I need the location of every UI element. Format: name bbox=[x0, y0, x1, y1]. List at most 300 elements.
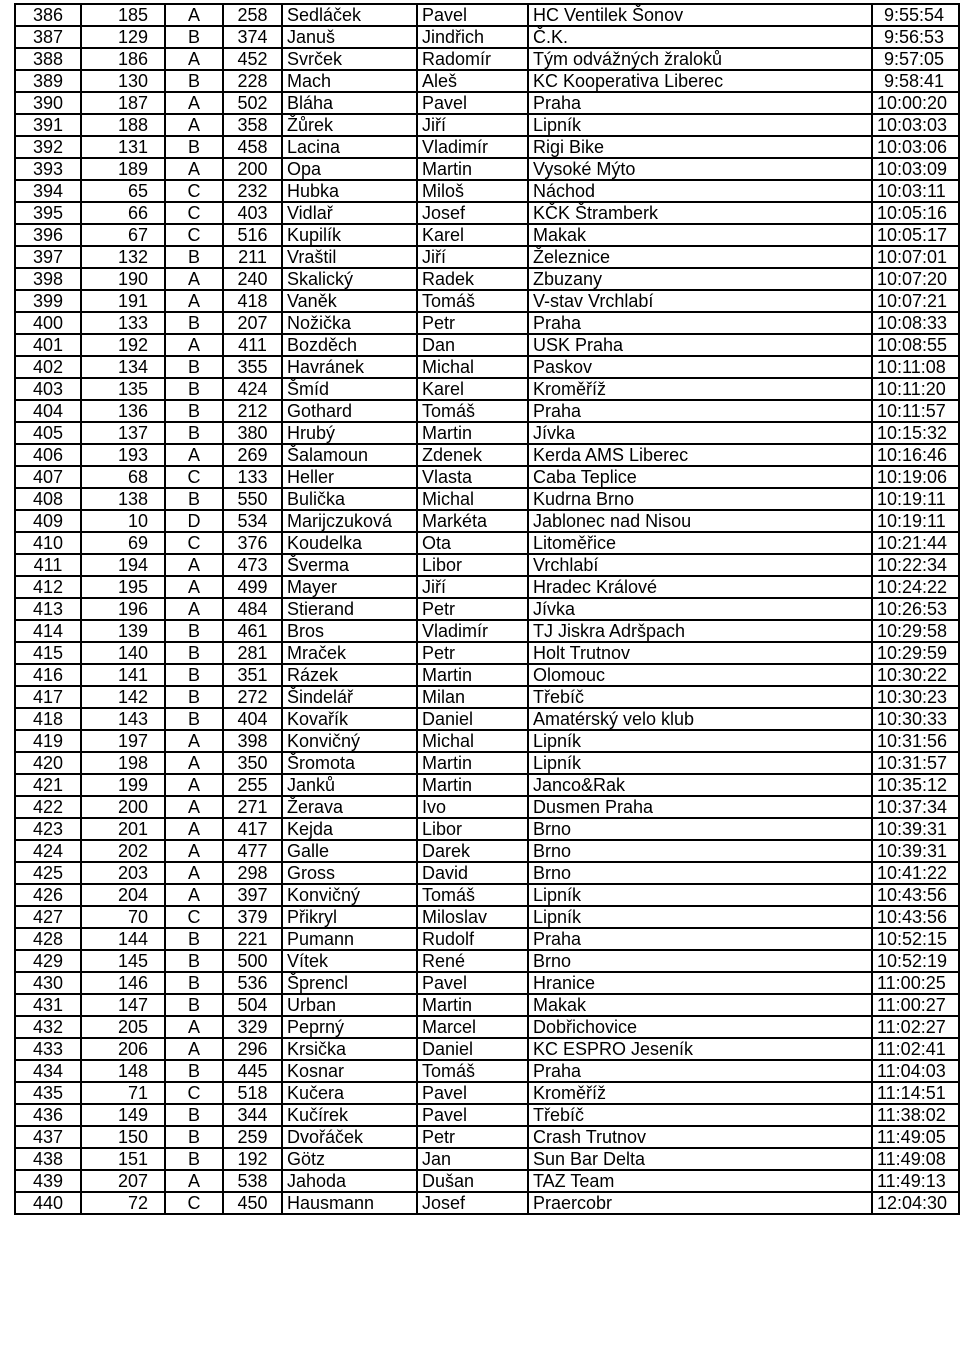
table-row bbox=[15, 928, 959, 950]
club-cell: TJ Jiskra Adršpach bbox=[528, 620, 872, 642]
bib-number-cell: 228 bbox=[223, 70, 282, 92]
table-row bbox=[15, 884, 959, 906]
surname-cell: Kučírek bbox=[282, 1104, 417, 1126]
finish-time-cell: 10:35:12 bbox=[872, 774, 959, 796]
surname-cell: Nožička bbox=[282, 312, 417, 334]
table-row bbox=[15, 1170, 959, 1192]
first-name-cell: Markéta bbox=[417, 510, 528, 532]
finish-time-cell: 9:58:41 bbox=[872, 70, 959, 92]
table-row bbox=[15, 1192, 959, 1214]
club-cell: Kudrna Brno bbox=[528, 488, 872, 510]
category-rank-cell: 144 bbox=[81, 928, 165, 950]
overall-rank-cell: 415 bbox=[15, 642, 81, 664]
finish-time-cell: 11:38:02 bbox=[872, 1104, 959, 1126]
category-cell: A bbox=[165, 884, 223, 906]
club-cell: Holt Trutnov bbox=[528, 642, 872, 664]
table-row bbox=[15, 1038, 959, 1060]
table-row bbox=[15, 840, 959, 862]
surname-cell: Svrček bbox=[282, 48, 417, 70]
first-name-cell: Jiří bbox=[417, 114, 528, 136]
table-row bbox=[15, 136, 959, 158]
bib-number-cell: 538 bbox=[223, 1170, 282, 1192]
surname-cell: Kupilík bbox=[282, 224, 417, 246]
finish-time-cell: 10:37:34 bbox=[872, 796, 959, 818]
bib-number-cell: 350 bbox=[223, 752, 282, 774]
category-rank-cell: 132 bbox=[81, 246, 165, 268]
category-cell: A bbox=[165, 818, 223, 840]
results-body bbox=[15, 4, 959, 1214]
table-row bbox=[15, 1104, 959, 1126]
finish-time-cell: 10:07:21 bbox=[872, 290, 959, 312]
surname-cell: Bozděch bbox=[282, 334, 417, 356]
table-row bbox=[15, 642, 959, 664]
category-cell: B bbox=[165, 686, 223, 708]
surname-cell: Přikryl bbox=[282, 906, 417, 928]
first-name-cell: Aleš bbox=[417, 70, 528, 92]
category-rank-cell: 193 bbox=[81, 444, 165, 466]
overall-rank-cell: 396 bbox=[15, 224, 81, 246]
bib-number-cell: 473 bbox=[223, 554, 282, 576]
finish-time-cell: 11:02:27 bbox=[872, 1016, 959, 1038]
surname-cell: Marijczuková bbox=[282, 510, 417, 532]
category-rank-cell: 201 bbox=[81, 818, 165, 840]
club-cell: Jívka bbox=[528, 598, 872, 620]
finish-time-cell: 10:03:09 bbox=[872, 158, 959, 180]
overall-rank-cell: 419 bbox=[15, 730, 81, 752]
finish-time-cell: 10:30:33 bbox=[872, 708, 959, 730]
surname-cell: Hrubý bbox=[282, 422, 417, 444]
bib-number-cell: 477 bbox=[223, 840, 282, 862]
table-row bbox=[15, 268, 959, 290]
club-cell: Praha bbox=[528, 1060, 872, 1082]
category-rank-cell: 202 bbox=[81, 840, 165, 862]
finish-time-cell: 12:04:30 bbox=[872, 1192, 959, 1214]
surname-cell: Heller bbox=[282, 466, 417, 488]
surname-cell: Vraštil bbox=[282, 246, 417, 268]
first-name-cell: Petr bbox=[417, 642, 528, 664]
first-name-cell: Josef bbox=[417, 1192, 528, 1214]
category-cell: B bbox=[165, 1060, 223, 1082]
surname-cell: Vítek bbox=[282, 950, 417, 972]
overall-rank-cell: 413 bbox=[15, 598, 81, 620]
surname-cell: Žerava bbox=[282, 796, 417, 818]
category-rank-cell: 137 bbox=[81, 422, 165, 444]
category-cell: C bbox=[165, 224, 223, 246]
finish-time-cell: 10:07:20 bbox=[872, 268, 959, 290]
category-cell: B bbox=[165, 400, 223, 422]
bib-number-cell: 397 bbox=[223, 884, 282, 906]
category-cell: B bbox=[165, 950, 223, 972]
surname-cell: Šromota bbox=[282, 752, 417, 774]
first-name-cell: Martin bbox=[417, 158, 528, 180]
first-name-cell: Ivo bbox=[417, 796, 528, 818]
category-cell: C bbox=[165, 466, 223, 488]
finish-time-cell: 10:03:03 bbox=[872, 114, 959, 136]
club-cell: Kerda AMS Liberec bbox=[528, 444, 872, 466]
bib-number-cell: 374 bbox=[223, 26, 282, 48]
first-name-cell: Michal bbox=[417, 356, 528, 378]
finish-time-cell: 10:05:17 bbox=[872, 224, 959, 246]
category-cell: B bbox=[165, 356, 223, 378]
category-cell: A bbox=[165, 48, 223, 70]
surname-cell: Januš bbox=[282, 26, 417, 48]
table-row bbox=[15, 818, 959, 840]
overall-rank-cell: 427 bbox=[15, 906, 81, 928]
finish-time-cell: 10:03:06 bbox=[872, 136, 959, 158]
club-cell: Lipník bbox=[528, 906, 872, 928]
overall-rank-cell: 438 bbox=[15, 1148, 81, 1170]
bib-number-cell: 445 bbox=[223, 1060, 282, 1082]
club-cell: Brno bbox=[528, 950, 872, 972]
bib-number-cell: 281 bbox=[223, 642, 282, 664]
surname-cell: Bros bbox=[282, 620, 417, 642]
category-cell: B bbox=[165, 708, 223, 730]
overall-rank-cell: 394 bbox=[15, 180, 81, 202]
overall-rank-cell: 393 bbox=[15, 158, 81, 180]
finish-time-cell: 10:39:31 bbox=[872, 840, 959, 862]
category-cell: A bbox=[165, 840, 223, 862]
bib-number-cell: 344 bbox=[223, 1104, 282, 1126]
surname-cell: Pumann bbox=[282, 928, 417, 950]
table-row bbox=[15, 950, 959, 972]
club-cell: Janco&Rak bbox=[528, 774, 872, 796]
category-rank-cell: 143 bbox=[81, 708, 165, 730]
club-cell: Hradec Králové bbox=[528, 576, 872, 598]
overall-rank-cell: 432 bbox=[15, 1016, 81, 1038]
category-cell: A bbox=[165, 796, 223, 818]
overall-rank-cell: 428 bbox=[15, 928, 81, 950]
table-row bbox=[15, 906, 959, 928]
club-cell: Náchod bbox=[528, 180, 872, 202]
bib-number-cell: 404 bbox=[223, 708, 282, 730]
bib-number-cell: 232 bbox=[223, 180, 282, 202]
overall-rank-cell: 401 bbox=[15, 334, 81, 356]
table-row bbox=[15, 48, 959, 70]
finish-time-cell: 10:39:31 bbox=[872, 818, 959, 840]
bib-number-cell: 418 bbox=[223, 290, 282, 312]
club-cell: Brno bbox=[528, 840, 872, 862]
surname-cell: Šmíd bbox=[282, 378, 417, 400]
club-cell: KČK Štramberk bbox=[528, 202, 872, 224]
overall-rank-cell: 405 bbox=[15, 422, 81, 444]
first-name-cell: Karel bbox=[417, 378, 528, 400]
category-cell: D bbox=[165, 510, 223, 532]
first-name-cell: Pavel bbox=[417, 4, 528, 26]
club-cell: Dusmen Praha bbox=[528, 796, 872, 818]
category-rank-cell: 68 bbox=[81, 466, 165, 488]
overall-rank-cell: 421 bbox=[15, 774, 81, 796]
overall-rank-cell: 392 bbox=[15, 136, 81, 158]
surname-cell: Jahoda bbox=[282, 1170, 417, 1192]
category-rank-cell: 72 bbox=[81, 1192, 165, 1214]
table-row bbox=[15, 158, 959, 180]
table-row bbox=[15, 862, 959, 884]
first-name-cell: Jan bbox=[417, 1148, 528, 1170]
category-rank-cell: 142 bbox=[81, 686, 165, 708]
bib-number-cell: 424 bbox=[223, 378, 282, 400]
table-row bbox=[15, 554, 959, 576]
category-cell: B bbox=[165, 642, 223, 664]
table-row bbox=[15, 444, 959, 466]
table-row bbox=[15, 972, 959, 994]
table-row bbox=[15, 774, 959, 796]
surname-cell: Konvičný bbox=[282, 884, 417, 906]
bib-number-cell: 379 bbox=[223, 906, 282, 928]
surname-cell: Mach bbox=[282, 70, 417, 92]
table-row bbox=[15, 92, 959, 114]
overall-rank-cell: 440 bbox=[15, 1192, 81, 1214]
overall-rank-cell: 425 bbox=[15, 862, 81, 884]
category-cell: B bbox=[165, 26, 223, 48]
finish-time-cell: 9:55:54 bbox=[872, 4, 959, 26]
bib-number-cell: 458 bbox=[223, 136, 282, 158]
table-row bbox=[15, 312, 959, 334]
category-cell: A bbox=[165, 554, 223, 576]
category-rank-cell: 139 bbox=[81, 620, 165, 642]
overall-rank-cell: 400 bbox=[15, 312, 81, 334]
category-cell: A bbox=[165, 1038, 223, 1060]
first-name-cell: Petr bbox=[417, 598, 528, 620]
overall-rank-cell: 414 bbox=[15, 620, 81, 642]
category-rank-cell: 188 bbox=[81, 114, 165, 136]
category-cell: A bbox=[165, 92, 223, 114]
club-cell: Litoměřice bbox=[528, 532, 872, 554]
first-name-cell: Vladimír bbox=[417, 620, 528, 642]
table-row bbox=[15, 466, 959, 488]
surname-cell: Mayer bbox=[282, 576, 417, 598]
table-row bbox=[15, 576, 959, 598]
category-cell: A bbox=[165, 862, 223, 884]
bib-number-cell: 269 bbox=[223, 444, 282, 466]
club-cell: Praha bbox=[528, 928, 872, 950]
finish-time-cell: 11:49:13 bbox=[872, 1170, 959, 1192]
first-name-cell: Vlasta bbox=[417, 466, 528, 488]
finish-time-cell: 11:02:41 bbox=[872, 1038, 959, 1060]
first-name-cell: Rudolf bbox=[417, 928, 528, 950]
finish-time-cell: 10:30:23 bbox=[872, 686, 959, 708]
first-name-cell: Daniel bbox=[417, 1038, 528, 1060]
first-name-cell: Daniel bbox=[417, 708, 528, 730]
surname-cell: Bláha bbox=[282, 92, 417, 114]
table-row bbox=[15, 1082, 959, 1104]
bib-number-cell: 255 bbox=[223, 774, 282, 796]
first-name-cell: Milan bbox=[417, 686, 528, 708]
category-rank-cell: 185 bbox=[81, 4, 165, 26]
category-cell: A bbox=[165, 290, 223, 312]
category-rank-cell: 203 bbox=[81, 862, 165, 884]
table-row bbox=[15, 356, 959, 378]
category-rank-cell: 148 bbox=[81, 1060, 165, 1082]
category-cell: C bbox=[165, 202, 223, 224]
category-cell: B bbox=[165, 1104, 223, 1126]
first-name-cell: Jiří bbox=[417, 246, 528, 268]
overall-rank-cell: 426 bbox=[15, 884, 81, 906]
club-cell: Hranice bbox=[528, 972, 872, 994]
club-cell: Kroměříž bbox=[528, 1082, 872, 1104]
bib-number-cell: 207 bbox=[223, 312, 282, 334]
first-name-cell: Pavel bbox=[417, 972, 528, 994]
finish-time-cell: 11:04:03 bbox=[872, 1060, 959, 1082]
first-name-cell: Jiří bbox=[417, 576, 528, 598]
table-row bbox=[15, 1126, 959, 1148]
table-row bbox=[15, 994, 959, 1016]
finish-time-cell: 10:31:56 bbox=[872, 730, 959, 752]
first-name-cell: Tomáš bbox=[417, 1060, 528, 1082]
bib-number-cell: 211 bbox=[223, 246, 282, 268]
surname-cell: Urban bbox=[282, 994, 417, 1016]
first-name-cell: Marcel bbox=[417, 1016, 528, 1038]
finish-time-cell: 10:03:11 bbox=[872, 180, 959, 202]
category-rank-cell: 207 bbox=[81, 1170, 165, 1192]
surname-cell: Galle bbox=[282, 840, 417, 862]
table-row bbox=[15, 180, 959, 202]
table-row bbox=[15, 378, 959, 400]
category-cell: A bbox=[165, 444, 223, 466]
finish-time-cell: 10:22:34 bbox=[872, 554, 959, 576]
surname-cell: Gross bbox=[282, 862, 417, 884]
category-cell: B bbox=[165, 664, 223, 686]
finish-time-cell: 10:07:01 bbox=[872, 246, 959, 268]
club-cell: Č.K. bbox=[528, 26, 872, 48]
category-rank-cell: 195 bbox=[81, 576, 165, 598]
finish-time-cell: 10:11:20 bbox=[872, 378, 959, 400]
category-cell: B bbox=[165, 246, 223, 268]
table-row bbox=[15, 510, 959, 532]
category-cell: A bbox=[165, 1170, 223, 1192]
table-row bbox=[15, 1060, 959, 1082]
finish-time-cell: 10:29:59 bbox=[872, 642, 959, 664]
first-name-cell: Libor bbox=[417, 818, 528, 840]
first-name-cell: Dan bbox=[417, 334, 528, 356]
finish-time-cell: 10:00:20 bbox=[872, 92, 959, 114]
finish-time-cell: 10:15:32 bbox=[872, 422, 959, 444]
surname-cell: Peprný bbox=[282, 1016, 417, 1038]
first-name-cell: Jindřich bbox=[417, 26, 528, 48]
club-cell: Praercobr bbox=[528, 1192, 872, 1214]
club-cell: V-stav Vrchlabí bbox=[528, 290, 872, 312]
finish-time-cell: 10:30:22 bbox=[872, 664, 959, 686]
finish-time-cell: 10:43:56 bbox=[872, 906, 959, 928]
category-rank-cell: 141 bbox=[81, 664, 165, 686]
overall-rank-cell: 431 bbox=[15, 994, 81, 1016]
first-name-cell: Martin bbox=[417, 422, 528, 444]
finish-time-cell: 10:08:55 bbox=[872, 334, 959, 356]
surname-cell: Hubka bbox=[282, 180, 417, 202]
first-name-cell: Radomír bbox=[417, 48, 528, 70]
club-cell: Vysoké Mýto bbox=[528, 158, 872, 180]
category-rank-cell: 189 bbox=[81, 158, 165, 180]
category-rank-cell: 187 bbox=[81, 92, 165, 114]
surname-cell: Žůrek bbox=[282, 114, 417, 136]
category-rank-cell: 134 bbox=[81, 356, 165, 378]
bib-number-cell: 351 bbox=[223, 664, 282, 686]
overall-rank-cell: 412 bbox=[15, 576, 81, 598]
overall-rank-cell: 407 bbox=[15, 466, 81, 488]
first-name-cell: Miloslav bbox=[417, 906, 528, 928]
category-rank-cell: 133 bbox=[81, 312, 165, 334]
finish-time-cell: 10:52:19 bbox=[872, 950, 959, 972]
category-rank-cell: 146 bbox=[81, 972, 165, 994]
club-cell: Praha bbox=[528, 92, 872, 114]
category-rank-cell: 71 bbox=[81, 1082, 165, 1104]
overall-rank-cell: 406 bbox=[15, 444, 81, 466]
surname-cell: Vidlař bbox=[282, 202, 417, 224]
finish-time-cell: 10:11:08 bbox=[872, 356, 959, 378]
club-cell: Rigi Bike bbox=[528, 136, 872, 158]
surname-cell: Šindelář bbox=[282, 686, 417, 708]
club-cell: Dobřichovice bbox=[528, 1016, 872, 1038]
bib-number-cell: 504 bbox=[223, 994, 282, 1016]
bib-number-cell: 536 bbox=[223, 972, 282, 994]
table-row bbox=[15, 620, 959, 642]
first-name-cell: Martin bbox=[417, 664, 528, 686]
bib-number-cell: 417 bbox=[223, 818, 282, 840]
bib-number-cell: 240 bbox=[223, 268, 282, 290]
first-name-cell: Tomáš bbox=[417, 290, 528, 312]
category-rank-cell: 70 bbox=[81, 906, 165, 928]
first-name-cell: Pavel bbox=[417, 1082, 528, 1104]
category-cell: A bbox=[165, 730, 223, 752]
table-row bbox=[15, 202, 959, 224]
table-row bbox=[15, 114, 959, 136]
table-row bbox=[15, 730, 959, 752]
surname-cell: Dvořáček bbox=[282, 1126, 417, 1148]
table-row bbox=[15, 752, 959, 774]
category-rank-cell: 149 bbox=[81, 1104, 165, 1126]
overall-rank-cell: 389 bbox=[15, 70, 81, 92]
overall-rank-cell: 437 bbox=[15, 1126, 81, 1148]
table-row bbox=[15, 290, 959, 312]
overall-rank-cell: 420 bbox=[15, 752, 81, 774]
category-rank-cell: 197 bbox=[81, 730, 165, 752]
club-cell: Makak bbox=[528, 994, 872, 1016]
table-row bbox=[15, 70, 959, 92]
finish-time-cell: 10:11:57 bbox=[872, 400, 959, 422]
club-cell: Vrchlabí bbox=[528, 554, 872, 576]
club-cell: Třebíč bbox=[528, 1104, 872, 1126]
table-row bbox=[15, 26, 959, 48]
first-name-cell: Petr bbox=[417, 312, 528, 334]
overall-rank-cell: 423 bbox=[15, 818, 81, 840]
category-cell: A bbox=[165, 114, 223, 136]
finish-time-cell: 11:49:05 bbox=[872, 1126, 959, 1148]
category-cell: B bbox=[165, 378, 223, 400]
surname-cell: Konvičný bbox=[282, 730, 417, 752]
bib-number-cell: 534 bbox=[223, 510, 282, 532]
overall-rank-cell: 416 bbox=[15, 664, 81, 686]
overall-rank-cell: 395 bbox=[15, 202, 81, 224]
table-row bbox=[15, 598, 959, 620]
category-cell: B bbox=[165, 620, 223, 642]
category-rank-cell: 194 bbox=[81, 554, 165, 576]
bib-number-cell: 133 bbox=[223, 466, 282, 488]
first-name-cell: Pavel bbox=[417, 92, 528, 114]
club-cell: USK Praha bbox=[528, 334, 872, 356]
finish-time-cell: 10:16:46 bbox=[872, 444, 959, 466]
finish-time-cell: 10:21:44 bbox=[872, 532, 959, 554]
first-name-cell: Martin bbox=[417, 752, 528, 774]
surname-cell: Kosnar bbox=[282, 1060, 417, 1082]
first-name-cell: Miloš bbox=[417, 180, 528, 202]
club-cell: Brno bbox=[528, 862, 872, 884]
club-cell: Brno bbox=[528, 818, 872, 840]
first-name-cell: David bbox=[417, 862, 528, 884]
finish-time-cell: 9:57:05 bbox=[872, 48, 959, 70]
surname-cell: Krsička bbox=[282, 1038, 417, 1060]
category-cell: B bbox=[165, 422, 223, 444]
category-cell: A bbox=[165, 158, 223, 180]
first-name-cell: Michal bbox=[417, 488, 528, 510]
